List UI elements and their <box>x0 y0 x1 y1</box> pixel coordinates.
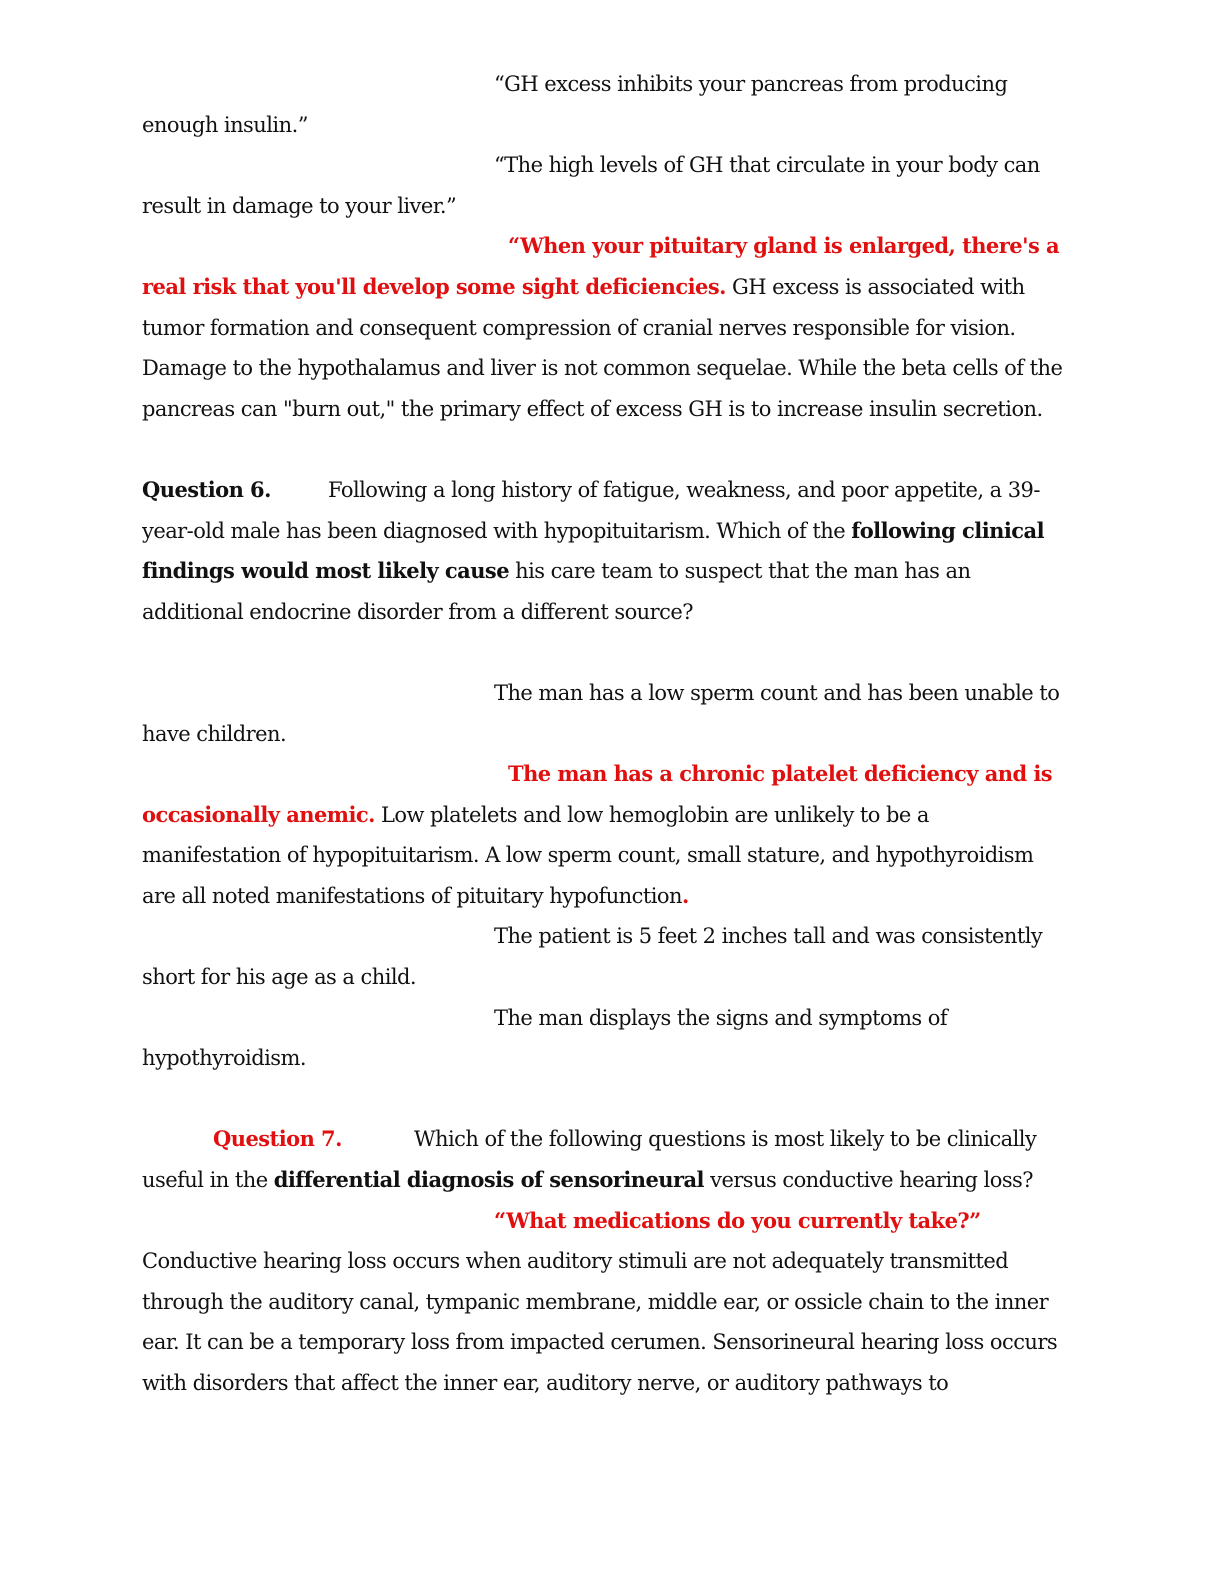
q6-stem-part2: his care team to suspect that the man has an additional endocrine disorder from a different source? <box>142 559 971 624</box>
q6-option-thyroid: The man displays the signs and symptoms of hypothyroidism. <box>142 1005 948 1071</box>
q5-rationale: GH excess is associated with tumor formation and consequent compression of cranial nerves responsible for vision. Damage to the hypothalamus and liver is not common sequelae. While the beta cells of the pancreas can "burn out," the primary effect of excess GH is to increase insulin secretion. <box>142 274 1063 421</box>
q7-label: Question 7. <box>213 1126 342 1152</box>
q7-stem-bold: differential diagnosis of sensorineural <box>273 1167 704 1193</box>
q6-stem-bold: following clinical findings would most likely cause <box>142 517 1045 584</box>
document-page <box>142 64 1072 1404</box>
q6-rationale-end: . <box>681 882 689 908</box>
spacer <box>142 429 1072 470</box>
q6-label: Question 6. <box>142 476 271 502</box>
q5-correct-answer: “When your pituitary gland is enlarged, there's a real risk that you'll develop some sight deficiencies. <box>142 233 1060 299</box>
q6-rationale: Low platelets and low hemoglobin are unlikely to be a manifestation of hypopituitarism. A low sperm count, small stature, and hypothyroidism are all noted manifestations of pituitary hypofunction <box>142 802 1034 908</box>
q6-option-height: The patient is 5 feet 2 inches tall and was consistently short for his age as a child. <box>142 924 1043 990</box>
q6-option-sperm: The man has a low sperm count and has been unable to have children. <box>142 680 1060 746</box>
q6-stem-part1: Following a long history of fatigue, weakness, and poor appetite, a 39-year-old male has been diagnosed with hypopituitarism. Which of the <box>142 477 1040 543</box>
q7-rationale: Conductive hearing loss occurs when auditory stimuli are not adequately transmitted through the auditory canal, tympanic membrane, middle ear, or ossicle chain to the inner ear. It can be a temporary loss from impacted cerumen. Sensorineural hearing loss occurs with disorders that affect the inner ear, auditory nerve, or auditory pathways to <box>142 1249 1058 1395</box>
q6-stem <box>142 470 1072 632</box>
spacer <box>142 1079 1072 1120</box>
q6-correct-answer: The man has a chronic platelet deficiency and is occasionally anemic. <box>142 761 1053 827</box>
q5-correct-answer-block <box>142 226 1072 429</box>
q7-stem <box>142 1119 1072 1200</box>
q6-correct-answer-block <box>142 754 1072 916</box>
q7-correct-answer: “What medications do you currently take?” <box>494 1207 981 1233</box>
spacer <box>142 632 1072 673</box>
q7-stem-part1: Which of the following questions is most likely to be clinically useful in the <box>142 1127 1037 1193</box>
q5-option-liver: “The high levels of GH that circulate in your body can result in damage to your liver.” <box>142 153 1040 218</box>
q7-stem-part2: versus conductive hearing loss? <box>704 1168 1033 1193</box>
q7-correct-answer-line <box>142 1201 1072 1242</box>
q5-option-pancreas: “GH excess inhibits your pancreas from producing enough insulin.” <box>142 72 1008 137</box>
